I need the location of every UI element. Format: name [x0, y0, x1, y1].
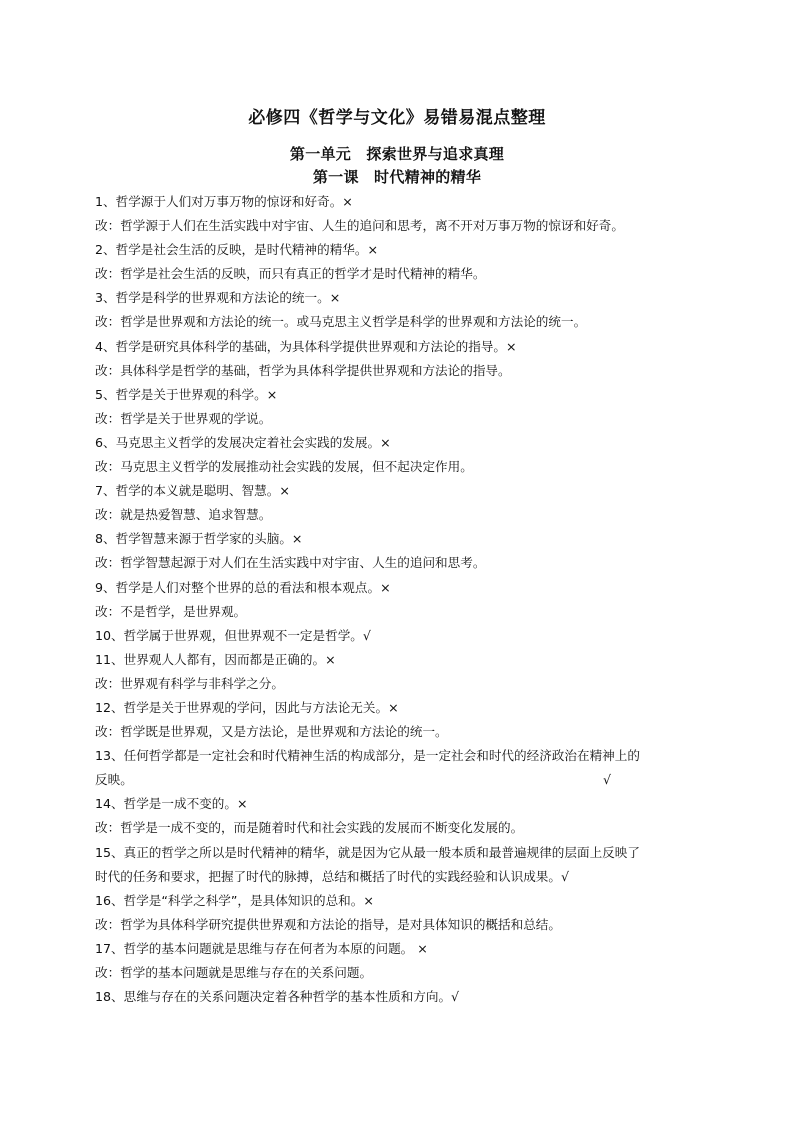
text-line: 1、哲学源于人们对万事万物的惊讶和好奇。×	[95, 194, 353, 209]
text-line: 6、马克思主义哲学的发展决定着社会实践的发展。×	[95, 434, 391, 450]
text-line: 反映。	[95, 772, 133, 788]
text-line: 改：哲学是关于世界观的学说。	[95, 410, 272, 426]
text-line: 改：哲学是社会生活的反映，而只有真正的哲学才是时代精神的精华。	[95, 266, 486, 282]
text-line: 改：马克思主义哲学的发展推动社会实践的发展，但不起决定作用。	[95, 459, 473, 475]
text-line: 时代的任务和要求，把握了时代的脉搏，总结和概括了时代的实践经验和认识成果。√	[95, 868, 569, 884]
text-line: 改：哲学的基本问题就是思维与存在的关系问题。	[95, 965, 373, 980]
text-line: 18、思维与存在的关系问题决定着各种哲学的基本性质和方向。√	[95, 989, 460, 1005]
text-line: 改：哲学智慧起源于对人们在生活实践中对宇宙、人生的追问和思考。	[95, 555, 486, 571]
text-line: 2、哲学是社会生活的反映，是时代精神的精华。×	[95, 242, 379, 258]
text-line: 10、哲学属于世界观，但世界观不一定是哲学。√	[95, 627, 371, 643]
text-line: 改：哲学是世界观和方法论的统一。或马克思主义哲学是科学的世界观和方法论的统一。	[95, 314, 587, 330]
unit-title: 第一单元 探索世界与追求真理	[289, 145, 505, 163]
document-body	[95, 190, 707, 1009]
lesson-title: 第一课 时代精神的精华	[312, 168, 482, 186]
text-line: 改：哲学既是世界观，又是方法论，是世界观和方法论的统一。	[95, 724, 448, 740]
text-line: 9、哲学是人们对整个世界的总的看法和根本观点。×	[95, 579, 391, 595]
text-line-with-mark	[95, 768, 707, 792]
text-line: 改：就是热爱智慧、追求智慧。	[95, 507, 272, 523]
document-title: 必修四《哲学与文化》易错易混点整理	[248, 108, 546, 128]
text-line: 16、哲学是“科学之科学”，是具体知识的总和。×	[95, 892, 374, 908]
text-line: 改：哲学源于人们在生活实践中对宇宙、人生的追问和思考，离不开对万事万物的惊讶和好奇。	[95, 218, 624, 234]
text-line: 改：不是哲学，是世界观。	[95, 603, 247, 619]
text-line: 15、真正的哲学之所以是时代精神的精华，就是因为它从最一般本质和最普遍规律的层面上反映了	[95, 844, 640, 860]
text-line: 13、任何哲学都是一定社会和时代精神生活的构成部分，是一定社会和时代的经济政治在精神上的	[95, 748, 640, 764]
text-line: 改：哲学为具体科学研究提供世界观和方法论的指导，是对具体知识的概括和总结。	[95, 916, 561, 932]
text-line: 5、哲学是关于世界观的科学。×	[95, 386, 278, 402]
text-line: 3、哲学是科学的世界观和方法论的统一。×	[95, 290, 341, 306]
text-line: 17、哲学的基本问题就是思维与存在何者为本原的问题。 ×	[95, 940, 428, 956]
text-line: 改：具体科学是哲学的基础，哲学为具体科学提供世界观和方法论的指导。	[95, 362, 511, 378]
text-line: 8、哲学智慧来源于哲学家的头脑。×	[95, 531, 303, 547]
text-line: 14、哲学是一成不变的。×	[95, 796, 248, 812]
text-line: 改：哲学是一成不变的，而是随着时代和社会实践的发展而不断变化发展的。	[95, 820, 524, 836]
text-line: 12、哲学是关于世界观的学问，因此与方法论无关。×	[95, 699, 399, 715]
check-mark: √	[602, 772, 611, 788]
text-line: 11、世界观人人都有，因而都是正确的。×	[95, 651, 336, 667]
text-line: 改：世界观有科学与非科学之分。	[95, 675, 284, 691]
text-line: 4、哲学是研究具体科学的基础，为具体科学提供世界观和方法论的指导。×	[95, 338, 517, 354]
text-line: 7、哲学的本义就是聪明、智慧。×	[95, 483, 290, 499]
